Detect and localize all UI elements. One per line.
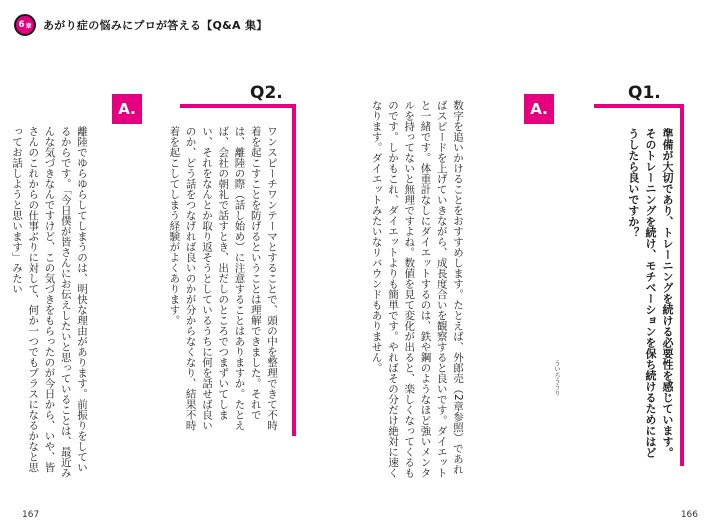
chapter-badge bbox=[14, 14, 36, 36]
page-number-right: 166 bbox=[680, 510, 698, 520]
q1-underline bbox=[594, 104, 684, 108]
page-number-left: 167 bbox=[22, 510, 40, 520]
q2-underline bbox=[180, 104, 296, 108]
q1-answer-badge: A. bbox=[524, 94, 554, 124]
q2-label: Q2. bbox=[250, 83, 283, 103]
q2-answer-badge: A. bbox=[112, 94, 142, 124]
q2-answer-text: 離陸でゆらゆらしてしまうのは、明快な理由があります。前振りをしているからです。「今日僕が皆さんにお伝えしたいと思っていることは、最近みんな気づきなんですけど、この気づきをもらったのが今日から、いや、皆さんのこれからの仕事ぶりに対して、何か一つでもプラスになるかなと思ってお話しようと思います」みたい bbox=[10, 126, 88, 478]
q1-bar bbox=[680, 106, 684, 466]
q1-label: Q1. bbox=[628, 83, 661, 103]
chapter-number: 6 bbox=[18, 20, 25, 30]
chapter-header bbox=[14, 14, 268, 36]
q2-question: ワンスピーチワンテーマとすることで、頭の中を整理できて不時着を起こすことを防げるということは理解できました。それでは、離陸の際（話し始め）に注意することはありますか。たとえば、会社の朝礼で話すとき、出だしのところでつまずいてしまい、それをなんとか取り返そうとしているうちに何を話せば良いのか、どう話をつなげれば良いのかが分からなくなり、結果不時着を起こしてしまう経験がよくあります。 bbox=[168, 126, 278, 431]
q1-answer-text: 数字を追いかけることをおすすめします。たとえば、外郎売（2章参照）であればスピードを上げていきながら、成長度合いを観察すると良いです。ダイエットと一緒です。体重計なしにダイエットするのは、鉄や鋼のようなほど強いメンタルを持ってないと無理ですよね。数値を見て変化が出ると、楽しくなってくるものです。しかもこれ、ダイエットよりも簡単です。やればその分だけ絶対に速くなります。ダイエットみたいなリバウンドもありません。 bbox=[370, 100, 464, 478]
chapter-suffix: 章 bbox=[25, 22, 32, 30]
q1-question: 準備が大切であり、トレーニングを続ける必要性を感じています。そのトレーニングを続け、モチベーションを保ち続けるためにはどうしたら良いですか？ bbox=[626, 128, 674, 458]
chapter-title: あがり症の悩みにプロが答える【Q&A 集】 bbox=[43, 19, 268, 32]
q2-bar bbox=[292, 106, 296, 436]
furigana-uirouuri: ういろううり bbox=[553, 360, 560, 396]
